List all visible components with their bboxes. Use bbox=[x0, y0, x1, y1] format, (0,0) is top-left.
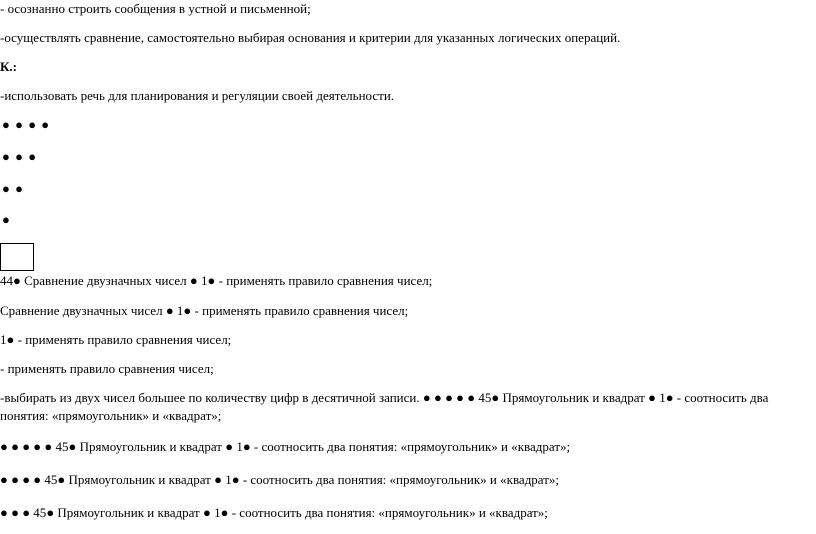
section-label: К.: bbox=[0, 59, 18, 74]
text-fragment: 1 bbox=[221, 472, 232, 487]
text-line bbox=[0, 505, 548, 521]
text-line bbox=[0, 390, 768, 406]
text-line: понятия: «прямоугольник» и «квадрат»; bbox=[0, 408, 222, 423]
text-line bbox=[0, 439, 570, 455]
text-fragment: 1 bbox=[655, 390, 666, 405]
text-fragment: Прямоугольник и квадрат bbox=[76, 439, 226, 454]
text-line: - применять правило сравнения чисел; bbox=[0, 361, 214, 376]
text-fragment: -выбирать из двух чисел большее по количеству цифр в десятичной записи. bbox=[0, 390, 420, 405]
bullet-icon: ● bbox=[189, 273, 198, 288]
text-line bbox=[0, 332, 231, 348]
bullet-icon: ● bbox=[6, 332, 15, 347]
text-fragment: ● ● ● ● ● 45 bbox=[0, 439, 69, 454]
text-line bbox=[0, 472, 559, 488]
text-fragment: - применять правило сравнения чисел; bbox=[215, 273, 433, 288]
bullet-icon: ● bbox=[165, 303, 174, 318]
text-fragment: 1 bbox=[0, 332, 7, 347]
empty-box bbox=[0, 243, 34, 271]
text-line: -использовать речь для планирования и регуляции своей деятельности. bbox=[0, 88, 395, 103]
text-fragment: - соотносить два понятия: «прямоугольник» и «квадрат»; bbox=[250, 439, 571, 454]
text-fragment: ● ● ● ● ● 45 bbox=[419, 390, 492, 405]
text-line: -осуществлять сравнение, самостоятельно выбирая основания и критерии для указанных логических операций. bbox=[0, 30, 621, 45]
text-fragment: 1 bbox=[173, 303, 184, 318]
text-fragment: - соотносить два понятия: «прямоугольник» и «квадрат»; bbox=[239, 472, 560, 487]
bullet-dots: ● ● ● bbox=[2, 149, 38, 164]
bullet-icon: ● bbox=[231, 472, 240, 487]
text-fragment: Сравнение двузначных чисел bbox=[20, 273, 190, 288]
text-fragment: 1 bbox=[210, 505, 221, 520]
text-fragment: 1 bbox=[233, 439, 243, 454]
text-fragment: ● ● ● 45 bbox=[0, 505, 47, 520]
text-fragment: - соотносить два bbox=[673, 390, 769, 405]
text-fragment: Сравнение двузначных чисел bbox=[0, 303, 166, 318]
bullet-dots: ● ● bbox=[2, 181, 24, 196]
bullet-icon: ● bbox=[214, 472, 222, 487]
bullet-icon: ● bbox=[46, 505, 55, 520]
text-fragment: - применять правило сравнения чисел; bbox=[14, 332, 232, 347]
text-fragment: Прямоугольник и квадрат bbox=[65, 472, 215, 487]
bullet-dots: ● ● ● ● bbox=[2, 117, 51, 132]
text-line bbox=[0, 303, 408, 319]
bullet-dots: ● bbox=[2, 212, 11, 227]
bullet-icon: ● bbox=[57, 472, 66, 487]
text-fragment: Прямоугольник и квадрат bbox=[499, 390, 649, 405]
text-fragment: Прямоугольник и квадрат bbox=[54, 505, 203, 520]
bullet-icon: ● bbox=[648, 390, 656, 405]
text-line: - осознанно строить сообщения в устной и письменной; bbox=[0, 1, 311, 16]
bullet-icon: ● bbox=[225, 439, 234, 454]
bullet-icon: ● bbox=[13, 273, 21, 288]
bullet-icon: ● bbox=[207, 273, 216, 288]
text-fragment: - соотносить два понятия: «прямоугольник» и «квадрат»; bbox=[228, 505, 548, 520]
text-fragment: 1 bbox=[197, 273, 208, 288]
bullet-icon: ● bbox=[203, 505, 211, 520]
text-line bbox=[0, 273, 432, 289]
text-fragment: - применять правило сравнения чисел; bbox=[191, 303, 409, 318]
text-fragment: ● ● ● ● 45 bbox=[0, 472, 58, 487]
bullet-icon: ● bbox=[220, 505, 229, 520]
bullet-icon: ● bbox=[68, 439, 77, 454]
bullet-icon: ● bbox=[665, 390, 674, 405]
bullet-icon: ● bbox=[242, 439, 251, 454]
text-fragment: 44 bbox=[0, 273, 13, 288]
bullet-icon: ● bbox=[183, 303, 192, 318]
bullet-icon: ● bbox=[491, 390, 500, 405]
